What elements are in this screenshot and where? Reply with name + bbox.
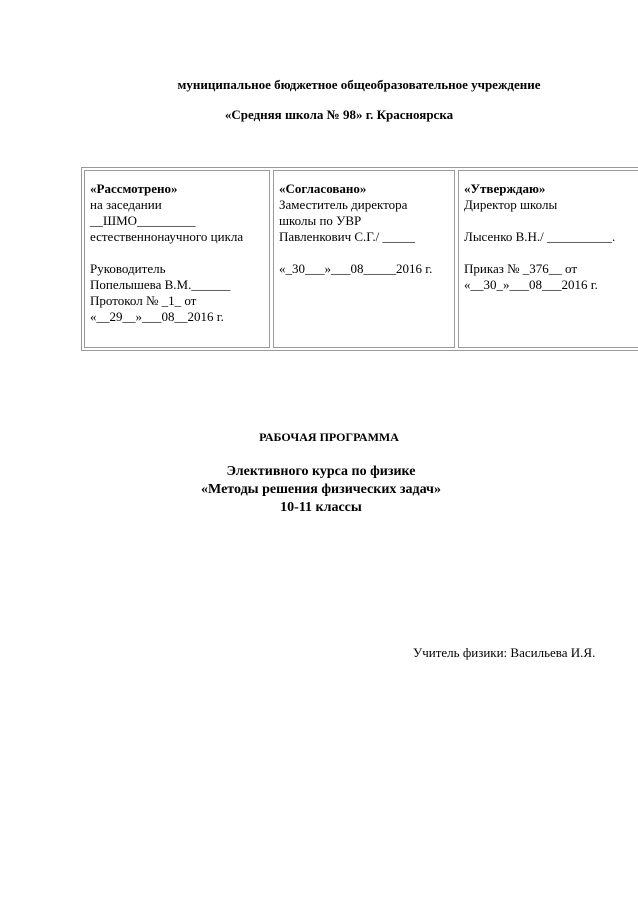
agreed-line: школы по УВР [279,213,362,228]
agreed-line: «_30___»___08_____2016 г. [279,261,433,276]
considered-line: «__29__»___08__2016 г. [90,309,224,324]
agreed-title: «Согласовано» [279,181,367,196]
school-type-line: муниципальное бюджетное общеобразовательное учреждение [177,77,541,92]
approved-line: Лысенко В.Н./ __________. [464,229,616,244]
considered-line: Протокол № _1_ от [90,293,197,308]
approved-line: Директор школы [464,197,558,212]
course-grades: 10-11 классы [280,500,362,515]
teacher-line: Учитель физики: Васильева И.Я. [413,645,596,660]
approved-line: «__30_»___08___2016 г. [464,277,598,292]
school-name-line: «Средняя школа № 98» г. Красноярска [224,107,454,122]
course-title: Элективного курса по физике [226,464,416,479]
considered-line: на заседании [90,197,162,212]
approved-title: «Утверждаю» [464,181,546,196]
course-name: «Методы решения физических задач» [201,482,441,497]
considered-cell [84,170,270,348]
considered-line: Попелышева В.М.______ [90,277,231,292]
approved-cell [458,170,638,348]
agreed-line: Заместитель директора [279,197,408,212]
approval-table [81,167,638,351]
program-heading: РАБОЧАЯ ПРОГРАММА [259,430,399,444]
considered-line: __ШМО_________ [90,213,196,228]
agreed-cell [273,170,455,348]
approved-line: Приказ № _376__ от [464,261,578,276]
agreed-line: Павленкович С.Г./ _____ [279,229,415,244]
considered-line: естественнонаучного цикла [90,229,244,244]
considered-line: Руководитель [90,261,166,276]
considered-title: «Рассмотрено» [90,181,178,196]
